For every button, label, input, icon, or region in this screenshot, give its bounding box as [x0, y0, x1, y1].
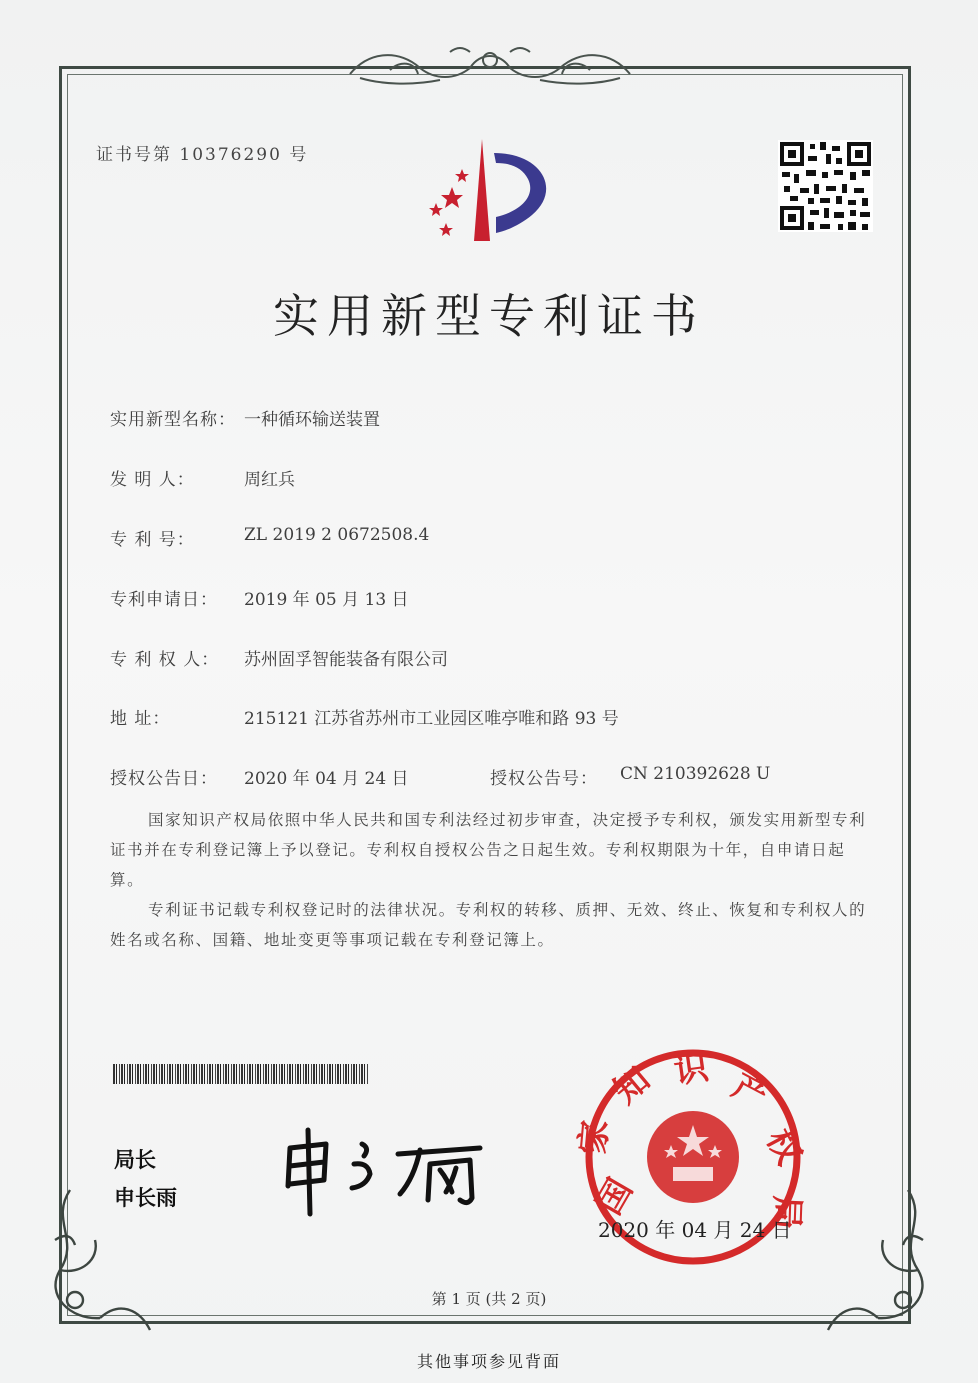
seal-char-quan: 权 [758, 1122, 810, 1172]
seal-char-ju: 局 [765, 1194, 807, 1231]
field-label-inventor: 发 明 人： [110, 470, 195, 490]
page-number: 第 1 页 (共 2 页) [431, 1290, 547, 1308]
handwritten-signature [280, 1118, 500, 1218]
signatory-name: 申长雨 [114, 1186, 177, 1210]
field-label-patentee: 专 利 权 人： [110, 650, 220, 670]
certificate-title: 实用新型专利证书 [273, 289, 705, 343]
patent-office-logo-icon [412, 135, 562, 247]
bottom-right-ornament [818, 1180, 938, 1340]
barcode [113, 1064, 368, 1084]
field-value-name: 一种循环输送装置 [244, 410, 380, 430]
footer-note: 其他事项参见背面 [416, 1352, 561, 1371]
field-label-address: 地 址： [110, 709, 171, 729]
certificate-number: 证书号第 10376290 号 [96, 145, 309, 165]
seal-date: 2020 年 04 月 24 日 [598, 1218, 792, 1242]
seal-char-guo1: 国 [589, 1172, 641, 1222]
seal-char-shi: 识 [671, 1047, 711, 1092]
field-value-application-date: 2019 年 05 月 13 日 [244, 590, 409, 610]
field-value-patentee: 苏州固孚智能装备有限公司 [244, 650, 448, 670]
field-value-announcement-number: CN 210392628 U [620, 764, 771, 784]
paragraph-legal-status: 专利证书记载专利权登记时的法律状况。专利权的转移、质押、无效、终止、恢复和专利权人的姓名或名称、国籍、地址变更等事项记载在专利登记簿上。 [110, 901, 867, 949]
signatory-title: 局长 [114, 1148, 156, 1172]
field-label-name: 实用新型名称： [110, 410, 236, 430]
seal-char-jia: 家 [573, 1118, 616, 1156]
field-value-patent-number: ZL 2019 2 0672508.4 [244, 525, 430, 545]
field-label-patent-number: 专 利 号： [110, 530, 195, 550]
top-ornament [330, 40, 650, 92]
field-label-announcement-number: 授权公告号： [490, 769, 598, 789]
field-value-grant-date: 2020 年 04 月 24 日 [244, 769, 409, 789]
qr-code [778, 140, 873, 232]
field-label-grant-date: 授权公告日： [110, 769, 218, 789]
seal-char-chan: 产 [725, 1065, 775, 1117]
field-value-address: 215121 江苏省苏州市工业园区唯亭唯和路 93 号 [244, 709, 619, 729]
paragraph-grant: 国家知识产权局依照中华人民共和国专利法经过初步审查，决定授予专利权，颁发实用新型专利证书并在专利登记簿上予以登记。专利权自授权公告之日起生效。专利权期限为十年，自申请日起算。 [110, 811, 867, 889]
seal-char-zhi: 知 [606, 1059, 658, 1112]
field-label-application-date: 专利申请日： [110, 590, 218, 610]
field-value-inventor: 周红兵 [244, 470, 295, 490]
